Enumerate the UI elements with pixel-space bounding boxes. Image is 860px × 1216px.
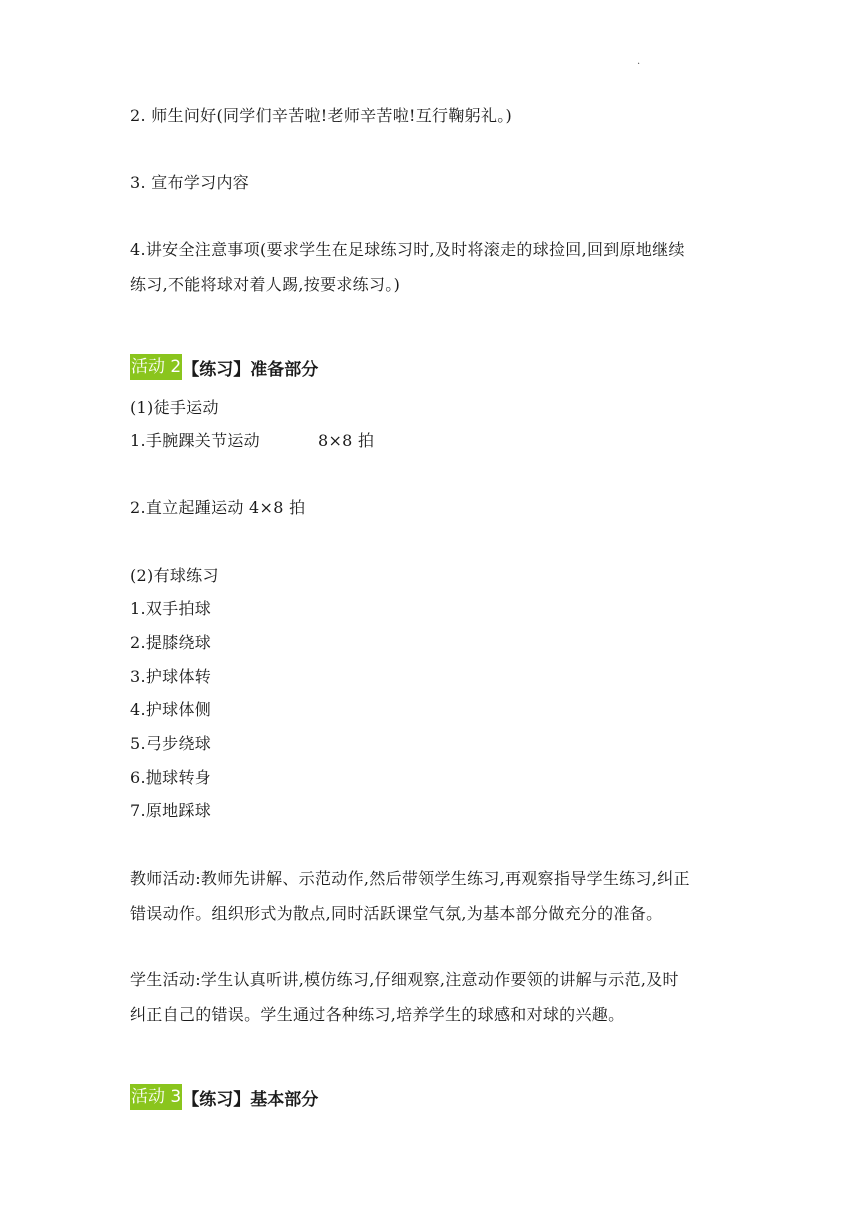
ball-item: 4.护球体侧 — [130, 700, 212, 719]
intro-item-safety-line2: 练习,不能将球对着人踢,按要求练习。) — [130, 275, 401, 294]
freehand-item-1-name: 1.手腕踝关节运动 — [130, 431, 260, 450]
activity2-heading — [130, 354, 318, 380]
ball-item: 1.双手拍球 — [130, 599, 212, 618]
freehand-item-1-beat: 8×8 拍 — [317, 431, 375, 450]
ball-heading: (2)有球练习 — [130, 566, 219, 585]
activity3-title: 【练习】基本部分 — [182, 1089, 319, 1110]
activity2-tag: 活动 2 — [130, 354, 182, 380]
ball-item: 5.弓步绕球 — [130, 734, 212, 753]
intro-item-safety-line1: 4.讲安全注意事项(要求学生在足球练习时,及时将滚走的球捡回,回到原地继续 — [130, 240, 685, 259]
intro-item-greeting: 2. 师生问好(同学们辛苦啦!老师辛苦啦!互行鞠躬礼。) — [130, 106, 513, 125]
intro-item-announce: 3. 宣布学习内容 — [130, 173, 250, 192]
student-activity-line1: 学生活动:学生认真听讲,模仿练习,仔细观察,注意动作要领的讲解与示范,及时 — [130, 970, 679, 989]
student-activity-line2: 纠正自己的错误。学生通过各种练习,培养学生的球感和对球的兴趣。 — [130, 1005, 625, 1024]
freehand-heading: (1)徒手运动 — [130, 398, 219, 417]
header-mark: . — [637, 56, 641, 67]
activity3-tag: 活动 3 — [130, 1084, 182, 1110]
ball-item: 7.原地踩球 — [130, 801, 212, 820]
activity3-heading — [130, 1084, 318, 1110]
ball-item: 2.提膝绕球 — [130, 633, 212, 652]
freehand-item-2: 2.直立起踵运动 4×8 拍 — [130, 498, 306, 517]
teacher-activity-line1: 教师活动:教师先讲解、示范动作,然后带领学生练习,再观察指导学生练习,纠正 — [130, 869, 690, 888]
ball-item: 3.护球体转 — [130, 667, 212, 686]
ball-item: 6.抛球转身 — [130, 768, 212, 787]
activity2-title: 【练习】准备部分 — [182, 359, 319, 380]
freehand-item-1 — [130, 431, 374, 451]
teacher-activity-line2: 错误动作。组织形式为散点,同时活跃课堂气氛,为基本部分做充分的准备。 — [130, 904, 663, 923]
